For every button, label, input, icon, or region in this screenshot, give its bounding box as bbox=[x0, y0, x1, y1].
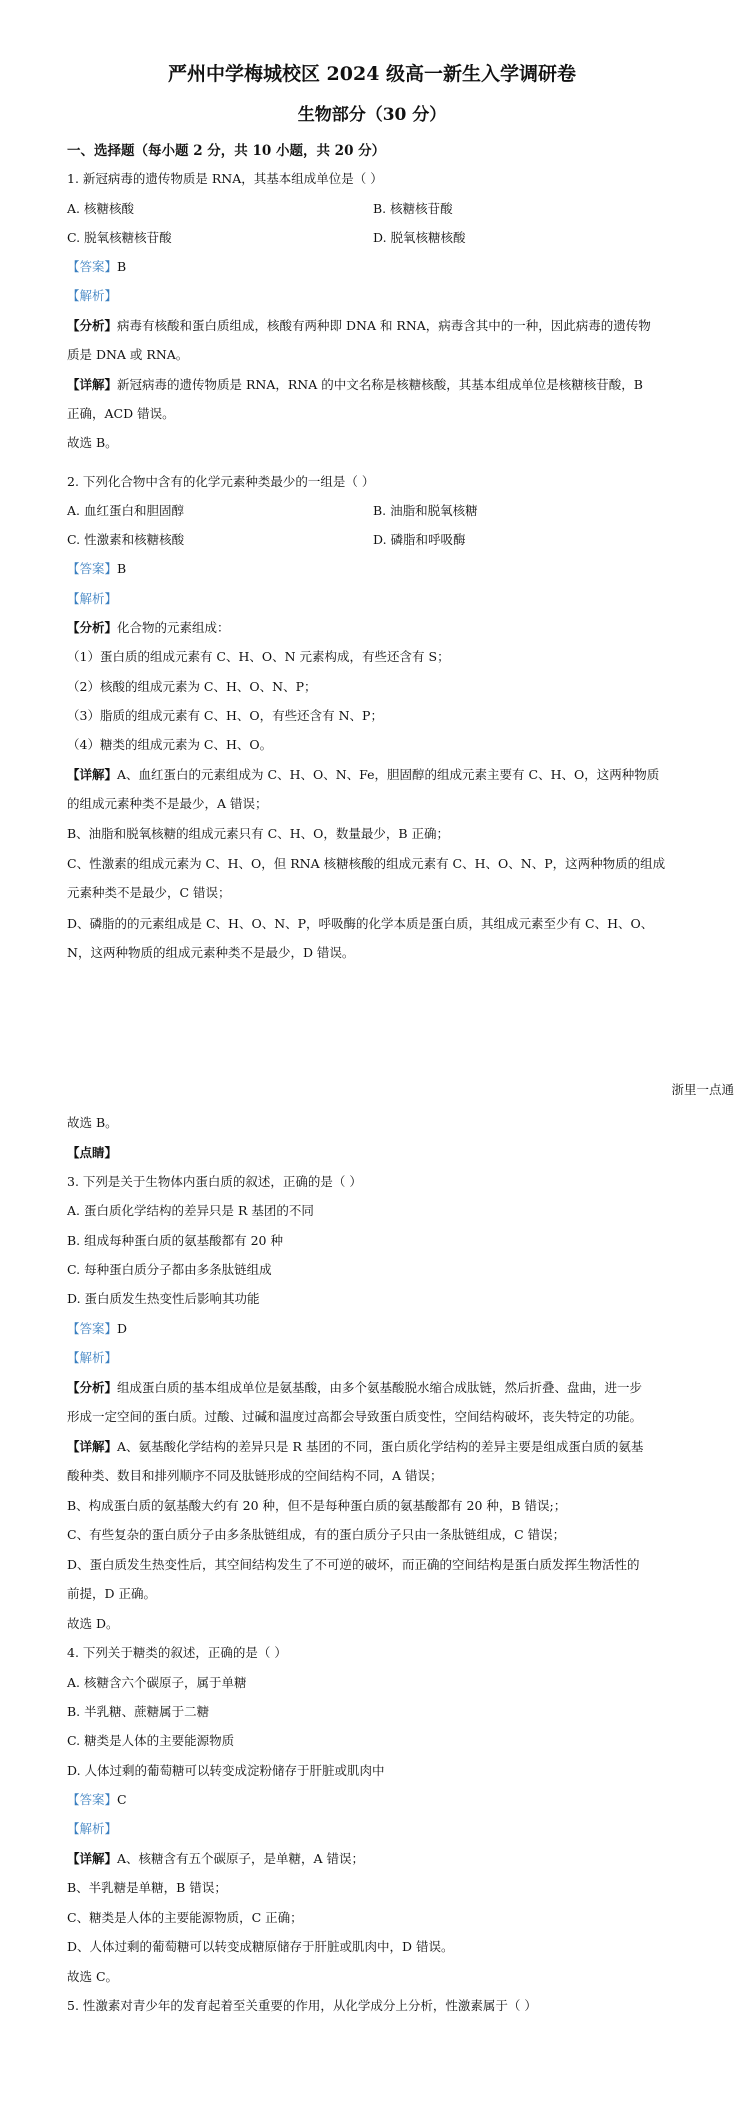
q3-analysis-tag: 【解析】 bbox=[67, 1350, 118, 1365]
q4-option-b: B. 半乳糖、蔗糖属于二糖 bbox=[67, 1704, 210, 1719]
page-subtitle: 生物部分（30 分） bbox=[297, 105, 447, 125]
q4-detail: 【详解】A、核糖含有五个碳原子，是单糖，A 错误； bbox=[67, 1851, 365, 1866]
q2-detail-b: B、油脂和脱氧核糖的组成元素只有 C、H、O，数量最少，B 正确； bbox=[67, 826, 450, 841]
q4-conclusion: 故选 C。 bbox=[67, 1969, 119, 1984]
q3-option-a: A. 蛋白质化学结构的差异只是 R 基团的不同 bbox=[67, 1203, 314, 1218]
q3-answer: 【答案】D bbox=[67, 1321, 128, 1336]
q2-point-3: （3）脂质的组成元素有 C、H、O，有些还含有 N、P； bbox=[67, 708, 383, 723]
page-title: 严州中学梅城校区 2024 级高一新生入学调研卷 bbox=[167, 63, 577, 85]
q2-options-row1 bbox=[67, 503, 724, 519]
q2-point-4: （4）糖类的组成元素为 C、H、O。 bbox=[67, 737, 273, 752]
q2-detail-cont: 的组成元素种类不是最少，A 错误； bbox=[67, 796, 268, 811]
q2-point-2: （2）核酸的组成元素为 C、H、O、N、P； bbox=[67, 679, 317, 694]
q2-option-d: D. 磷脂和呼吸酶 bbox=[373, 532, 466, 547]
q2-fenxi: 【分析】化合物的元素组成： bbox=[67, 620, 230, 635]
q3-detail-d: D、蛋白质发生热变性后，其空间结构发生了不可逆的破坏，而正确的空间结构是蛋白质发挥生物活性的 bbox=[67, 1557, 640, 1572]
q4-detail-c: C、糖类是人体的主要能源物质，C 正确； bbox=[67, 1910, 303, 1925]
q1-stem: 1. 新冠病毒的遗传物质是 RNA，其基本组成单位是（ ） bbox=[67, 171, 383, 186]
q4-analysis-tag: 【解析】 bbox=[67, 1821, 118, 1836]
q4-option-c: C. 糖类是人体的主要能源物质 bbox=[67, 1733, 235, 1748]
q4-stem: 4. 下列关于糖类的叙述，正确的是（ ） bbox=[67, 1645, 287, 1660]
q3-option-d: D. 蛋白质发生热变性后影响其功能 bbox=[67, 1291, 260, 1306]
q2-detail-d: D、磷脂的的元素组成是 C、H、O、N、P，呼吸酶的化学本质是蛋白质，其组成元素至少有 C、H、O、 bbox=[67, 916, 654, 931]
q3-conclusion: 故选 D。 bbox=[67, 1616, 119, 1631]
q2-conclusion: 故选 B。 bbox=[67, 1115, 118, 1130]
q2-option-b: B. 油脂和脱氧核糖 bbox=[373, 503, 478, 518]
q1-option-d: D. 脱氧核糖核酸 bbox=[373, 230, 466, 245]
q2-dianjing: 【点睛】 bbox=[67, 1145, 118, 1160]
q1-conclusion: 故选 B。 bbox=[67, 435, 118, 450]
q3-fenxi-cont: 形成一定空间的蛋白质。过酸、过碱和温度过高都会导致蛋白质变性，空间结构破坏，丧失特定的功能。 bbox=[67, 1409, 643, 1424]
q1-options-row1 bbox=[67, 201, 724, 217]
watermark-text: 浙里一点通 bbox=[671, 1082, 734, 1097]
q3-option-c: C. 每种蛋白质分子都由多条肽链组成 bbox=[67, 1262, 272, 1277]
q3-detail-b: B、构成蛋白质的氨基酸大约有 20 种，但不是每种蛋白质的氨基酸都有 20 种，B 错误;； bbox=[67, 1498, 567, 1513]
q2-options-row2 bbox=[67, 532, 724, 548]
q1-option-c: C. 脱氧核糖核苷酸 bbox=[67, 230, 172, 245]
q1-option-a: A. 核糖核酸 bbox=[67, 201, 134, 216]
q1-option-b: B. 核糖核苷酸 bbox=[373, 201, 453, 216]
answer-tag: 【答案】 bbox=[67, 259, 118, 274]
q3-detail: 【详解】A、氨基酸化学结构的差异只是 R 基团的不同，蛋白质化学结构的差异主要是组成蛋白质的氨基 bbox=[67, 1439, 644, 1454]
q4-option-d: D. 人体过剩的葡萄糖可以转变成淀粉储存于肝脏或肌肉中 bbox=[67, 1763, 385, 1778]
q2-analysis-tag: 【解析】 bbox=[67, 591, 118, 606]
q3-detail-c: C、有些复杂的蛋白质分子由多条肽链组成，有的蛋白质分子只由一条肽链组成，C 错误； bbox=[67, 1527, 566, 1542]
q1-answer: 【答案】B bbox=[67, 259, 127, 274]
q4-detail-d: D、人体过剩的葡萄糖可以转变成糖原储存于肝脏或肌肉中，D 错误。 bbox=[67, 1939, 454, 1954]
q4-option-a: A. 核糖含六个碳原子，属于单糖 bbox=[67, 1675, 247, 1690]
q1-detail: 【详解】新冠病毒的遗传物质是 RNA，RNA 的中文名称是核糖核酸，其基本组成单位是核糖核苷酸，B bbox=[67, 377, 643, 392]
q4-answer: 【答案】C bbox=[67, 1792, 127, 1807]
q2-answer: 【答案】B bbox=[67, 561, 127, 576]
q2-point-1: （1）蛋白质的组成元素有 C、H、O、N 元素构成，有些还含有 S； bbox=[67, 649, 450, 664]
q1-fenxi: 【分析】病毒有核酸和蛋白质组成，核酸有两种即 DNA 和 RNA，病毒含其中的一种，因此病毒的遗传物 bbox=[67, 318, 651, 333]
q4-detail-b: B、半乳糖是单糖，B 错误； bbox=[67, 1880, 227, 1895]
q3-detail-cont: 酸种类、数目和排列顺序不同及肽链形成的空间结构不同，A 错误； bbox=[67, 1468, 443, 1483]
q3-stem: 3. 下列是关于生物体内蛋白质的叙述，正确的是（ ） bbox=[67, 1174, 362, 1189]
section-heading: 一、选择题（每小题 2 分，共 10 小题，共 20 分） bbox=[67, 143, 386, 159]
q1-options-row2 bbox=[67, 230, 724, 246]
q2-stem: 2. 下列化合物中含有的化学元素种类最少的一组是（ ） bbox=[67, 474, 375, 489]
q3-fenxi: 【分析】组成蛋白质的基本组成单位是氨基酸，由多个氨基酸脱水缩合成肽链，然后折叠、盘曲，进一步 bbox=[67, 1380, 643, 1395]
q2-detail-c: C、性激素的组成元素为 C、H、O，但 RNA 核糖核酸的组成元素有 C、H、O、N、P，这两种物质的组成 bbox=[67, 856, 666, 871]
q2-detail: 【详解】A、血红蛋白的元素组成为 C、H、O、N、Fe，胆固醇的组成元素主要有 C、H、O，这两种物质 bbox=[67, 767, 660, 782]
q5-stem: 5. 性激素对青少年的发育起着至关重要的作用，从化学成分上分析，性激素属于（ ） bbox=[67, 1998, 537, 2013]
q1-analysis-tag: 【解析】 bbox=[67, 288, 118, 303]
q2-detail-d-cont: N，这两种物质的组成元素种类不是最少，D 错误。 bbox=[67, 945, 355, 960]
q3-option-b: B. 组成每种蛋白质的氨基酸都有 20 种 bbox=[67, 1233, 283, 1248]
q1-fenxi-cont: 质是 DNA 或 RNA。 bbox=[67, 347, 189, 362]
q1-detail-cont: 正确，ACD 错误。 bbox=[67, 406, 175, 421]
q2-option-a: A. 血红蛋白和胆固醇 bbox=[67, 503, 184, 518]
q2-detail-c-cont: 元素种类不是最少，C 错误； bbox=[67, 885, 231, 900]
q3-detail-d-cont: 前提，D 正确。 bbox=[67, 1586, 156, 1601]
q2-option-c: C. 性激素和核糖核酸 bbox=[67, 532, 185, 547]
